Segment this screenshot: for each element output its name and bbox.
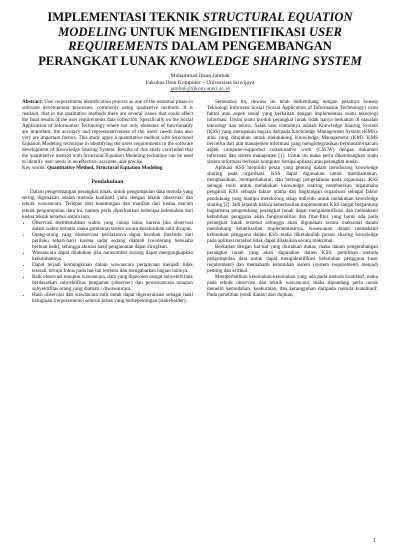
page-number: 1 [373, 538, 376, 544]
list-item: • Orang-orang yang diobservasi perilakunya dapat berubah (berbeda dari perilaku sehari-hari) karena sadar sedang diamati (cenderung bersuaha berbuat baik), sehingga akurasi hasil pengamatan dapat dirugikan. [32, 232, 193, 250]
title-part-italic: KNOWLEDGE SHARING SYSTEM [169, 53, 362, 68]
abstract-text: User requirements identification process as one of the essential phase in software development processes, commonly using qualitative methods. It is realized, that in the qualitative methods there are several issues that could affect the final results of the user requirements data collection. Specifically on the Social Application of Information Technology where not only elements of functionality are important, the accuracy and representativeness of the users' needs data also very are important factors. This study apply a quantitative method with Structured Equation Modeling technique in identifying the users requirements in the software development of Knowledge Sharing System. Results of this study concluded that the quantitative method with Structural Equation Modeling technique can be used to identify user needs in an effective, accurate, and precise. [22, 98, 193, 166]
list-item: • Baik observasi maupun wawancara, data yang diperoleh sangat subyektif baik berdasarkan subyektifitas pengamat (observer) dan pewawancara maupun subyektifitas orang yang diamati / diwawancara. [32, 274, 193, 292]
weakness-list [22, 220, 193, 305]
keywords-text: Quantitative Method, Structural Equation Modeling [47, 165, 163, 172]
author-affiliation: Fakultas Ilmu Komputer – Universitas Sriwijaya [145, 79, 255, 86]
author-name: Muhammad Ihsan Jambak [170, 73, 230, 79]
abstract-label: Abstract: [22, 98, 43, 105]
list-item: • Wawancara dapat dilakukan jika narasumber kurang dapat mengungkapkan kebutuhannya. [32, 250, 193, 262]
title-part-italic: USER REQUIREMENTS [68, 24, 342, 53]
body-paragraph: Memperhatikan kelemahan-kelemahan yang ada pada metoda kualitatif, maka pada teknik observasi dan teknik wawancara, maka dipandang perlu untuk meneliti kemudahan, keakuratan, dan ketangguhan daripada metoda kuantitatif. Pada penelitian (studi diatas) dari dujikan, [207, 274, 378, 299]
body-paragraph: Berkaitan dengan hal-hal yang diuraikan diatas, maka dalam pengembangan perangkat lunak yang akan digunakan dalam KSS, pemilihan metoda pengumpulan data untuk dapat mengidentifikasi kebutuhan pengguna (user requirement) dan memahami kebutuhan sistem (system requirement) menjadi penting dan kritikal. [207, 243, 378, 275]
intro-paragraph: Dalam pengembangan perangkat lunak, untuk pengumpulan data metoda yang sering digunakan adalah metoda kualitatif yaitu dengan teknik observasi dan teknik wawancara. Terlepas dari keuntungan dan manfaat dari kedua macam teknik pengumpulan data ini, namun perlu diperhatikan beberapa kelemahan dari kedua teknik tersebut antara lain: [22, 189, 193, 220]
two-column-body [22, 99, 378, 305]
list-item: • Dapat terjadi kemungkinan dalam wawancara pertanyaan menjadi tidak terarah, tertuju fokus pada hal-hal tertentu dan mengabaikan bagian lainnya. [32, 262, 193, 274]
list-item: • Hasil observasi dan wawancara sulit untuk dapat digeneralisasi sebagai hasil keinginan (requirements) seluruh pihak yang berkepentingan (stakeholder). [32, 292, 193, 304]
paper-title [28, 10, 372, 68]
left-column [22, 99, 193, 305]
title-part: UNTUK MENGIDENTIFIKASI [126, 24, 309, 39]
author-email-link[interactable]: jambak@ilkom.unsri.ac.id [170, 86, 230, 93]
author-block [22, 73, 378, 93]
body-paragraph: Sementara itu, dewasa ini telah berkembang dengan pesatnya konsep Teknologi Informasi Sosial (Social Application of Information Technology) yaitu faktor atau aspek sosial yang berkaitan dengan implementasi suatu teknologi informasi. Disini suatu produk perangkat lunak tidak hanya berkaitan di masalah teknologi dan teknis. Salah satu contohnya adalah Knowledge Sharing System (KSS) yang merupakan bagian daripada Knowledge Management System (KMS), atau yang ditujukan untuk mendukung Knowledge Management (KM). KMS bercerita dari alat manajemen informasi yang mengintegrasikan bermacam-macam aspek computer-supported collaborative work (CSCW) dengan dokumen informasi dan sistem manajemen [1]. Untuk itu maka perlu dikembangkan suatu sistem informasi berbasis komputer berupa aplikasi atau perangkat lunak. [207, 98, 378, 166]
keywords [22, 165, 193, 171]
abstract [22, 99, 193, 166]
list-item: • Observasi membutuhkan waktu yang cukup lama, karena jika observasi dalam waktu terbatas maka gambaran sistem secara keseluruhan sulit dicapai. [32, 220, 193, 232]
section-title: Pendahuluan [91, 179, 124, 186]
right-column [207, 99, 378, 305]
keywords-label: Key words: [22, 165, 46, 172]
title-part: DALAM PENGEMBANGAN PERANGKAT LUNAK [38, 39, 332, 68]
body-paragraph: Aplikasi KSS memiliki peran yang penting dalam mendorong knowledge sharing pada organisasi. KSS dapat digunakan untuk membantukan, menghasilkan, memperbaharui, dan berbagi pengetahuan pada organisasi. KSS sebagai tools untuk melakukan knowledge sharing memberikan tuganmana pengaruh KSS sebagai faktor utama dan lingkungan organisasi sebagai faktor pendukung yang mampu mendorong sikap individu untuk melakukan knowledge sharing [2]. Jadi jelaslah bahwa keberhasilan implementasi KSS sangat bergantung bagaimana pengembang perangkat lunak dapat mengidentifikasi dan memahami kebutuhan pengguna akan fungsionalitas dan fitur-fitur yang harus ada pada perangkat lunak tersebut sehingga akan digunakan secara maksimal dalam mendukung keberhasilan implementasinya. Kesesuaian dalam memahami kebutuhan pengguna dalam KSS maka diketahuilah proses sharing knowledge pada aplikasi tersebut tidak dapat dilakukan secara maksimal. [207, 165, 378, 244]
title-part: IMPLEMENTASI TEKNIK [47, 10, 203, 24]
title-part-italic: STRUCTURAL EQUATION MODELING [58, 10, 353, 39]
